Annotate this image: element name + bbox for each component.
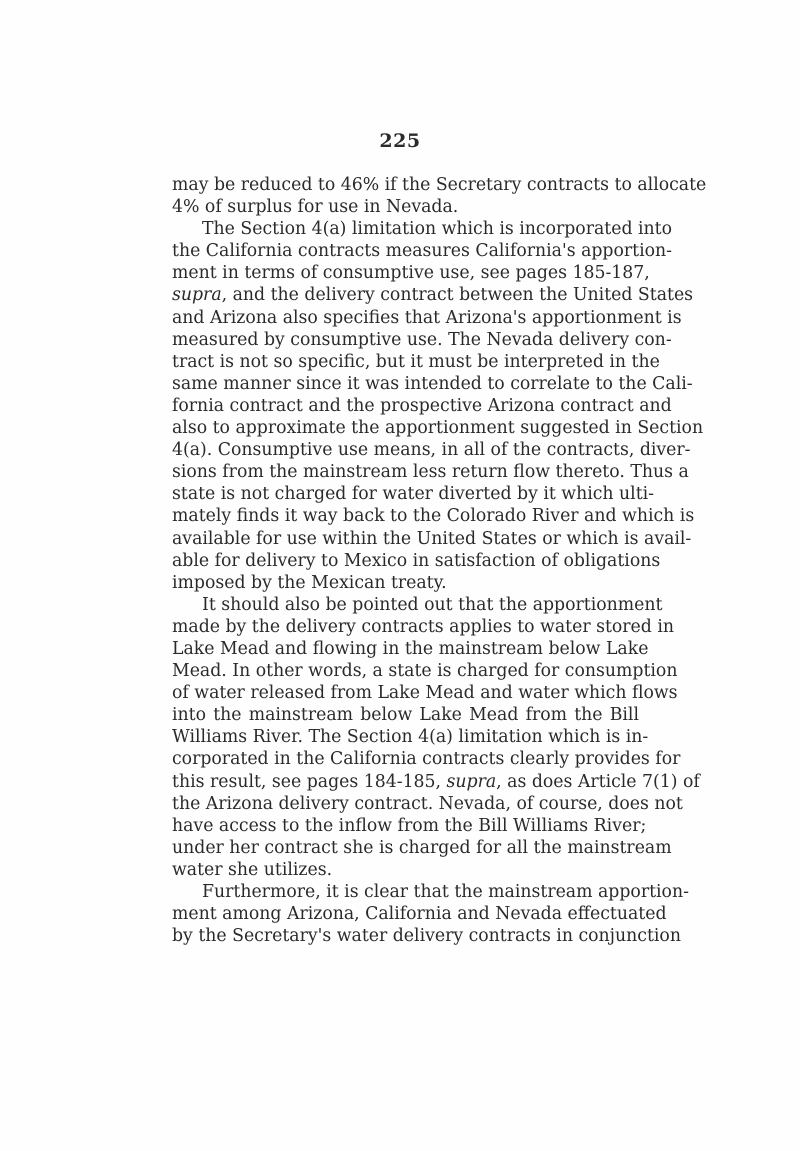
text-line: have access to the inflow from the Bill Williams River; (172, 815, 647, 836)
text-line: and Arizona also specifies that Arizona's apportionment is (172, 307, 682, 328)
text-line: the Arizona delivery contract. Nevada, of course, does not (172, 793, 683, 814)
text-line: this result, see pages 184-185, supra, as does Article 7(1) of (172, 771, 700, 792)
text-line: sions from the mainstream less return flow thereto. Thus a (172, 462, 689, 483)
text-line: fornia contract and the prospective Arizona contract and (172, 395, 672, 416)
text-line: corporated in the California contracts clearly provides for (172, 749, 681, 770)
text-line: available for use within the United States or which is avail- (172, 528, 692, 549)
text-line: state is not charged for water diverted by it which ulti- (172, 484, 655, 505)
text-line: 4(a). Consumptive use means, in all of the contracts, diver- (172, 440, 691, 461)
text-line: ment among Arizona, California and Nevada effectuated (172, 904, 667, 925)
text-line: tract is not so specific, but it must be interpreted in the (172, 351, 660, 372)
body-text (172, 174, 707, 947)
text-line: of water released from Lake Mead and water which flows (172, 683, 678, 704)
text-line: ment in terms of consumptive use, see pages 185-187, (172, 263, 650, 284)
text-line: by the Secretary's water delivery contracts in conjunction (172, 926, 681, 947)
text-line: The Section 4(a) limitation which is incorporated into (202, 219, 673, 240)
text-line: mately finds it way back to the Colorado River and which is (172, 506, 695, 527)
paragraph (172, 218, 704, 594)
text-line: may be reduced to 46% if the Secretary contracts to allocate (172, 175, 707, 195)
text-line: same manner since it was intended to correlate to the Cali- (172, 373, 693, 394)
text-line: Furthermore, it is clear that the mainstream apportion- (202, 882, 689, 902)
text-line: Mead. In other words, a state is charged for consumption (172, 661, 678, 682)
text-line: the California contracts measures California's apportion- (172, 241, 673, 262)
text-line: Williams River. The Section 4(a) limitation which is in- (172, 727, 649, 748)
paragraph (172, 594, 700, 881)
page-number: 225 (379, 130, 421, 152)
text-line: supra, and the delivery contract between the United States (172, 285, 694, 306)
text-line: 4% of surplus for use in Nevada. (172, 197, 459, 218)
text-line: made by the delivery contracts applies to water stored in (172, 616, 674, 637)
text-line: It should also be pointed out that the apportionment (202, 594, 663, 615)
paragraph (172, 881, 689, 947)
paragraph (172, 174, 707, 218)
text-line: also to approximate the apportionment suggested in Section (172, 418, 704, 439)
text-line: able for delivery to Mexico in satisfaction of obligations (172, 550, 661, 571)
text-line: measured by consumptive use. The Nevada delivery con- (172, 329, 672, 350)
text-line: under her contract she is charged for all the mainstream (172, 837, 672, 858)
text-line: Lake Mead and flowing in the mainstream below Lake (172, 638, 649, 659)
text-line: water she utilizes. (172, 859, 333, 880)
text-line: imposed by the Mexican treaty. (172, 572, 447, 593)
text-line: into the mainstream below Lake Mead from the Bill (172, 705, 639, 726)
